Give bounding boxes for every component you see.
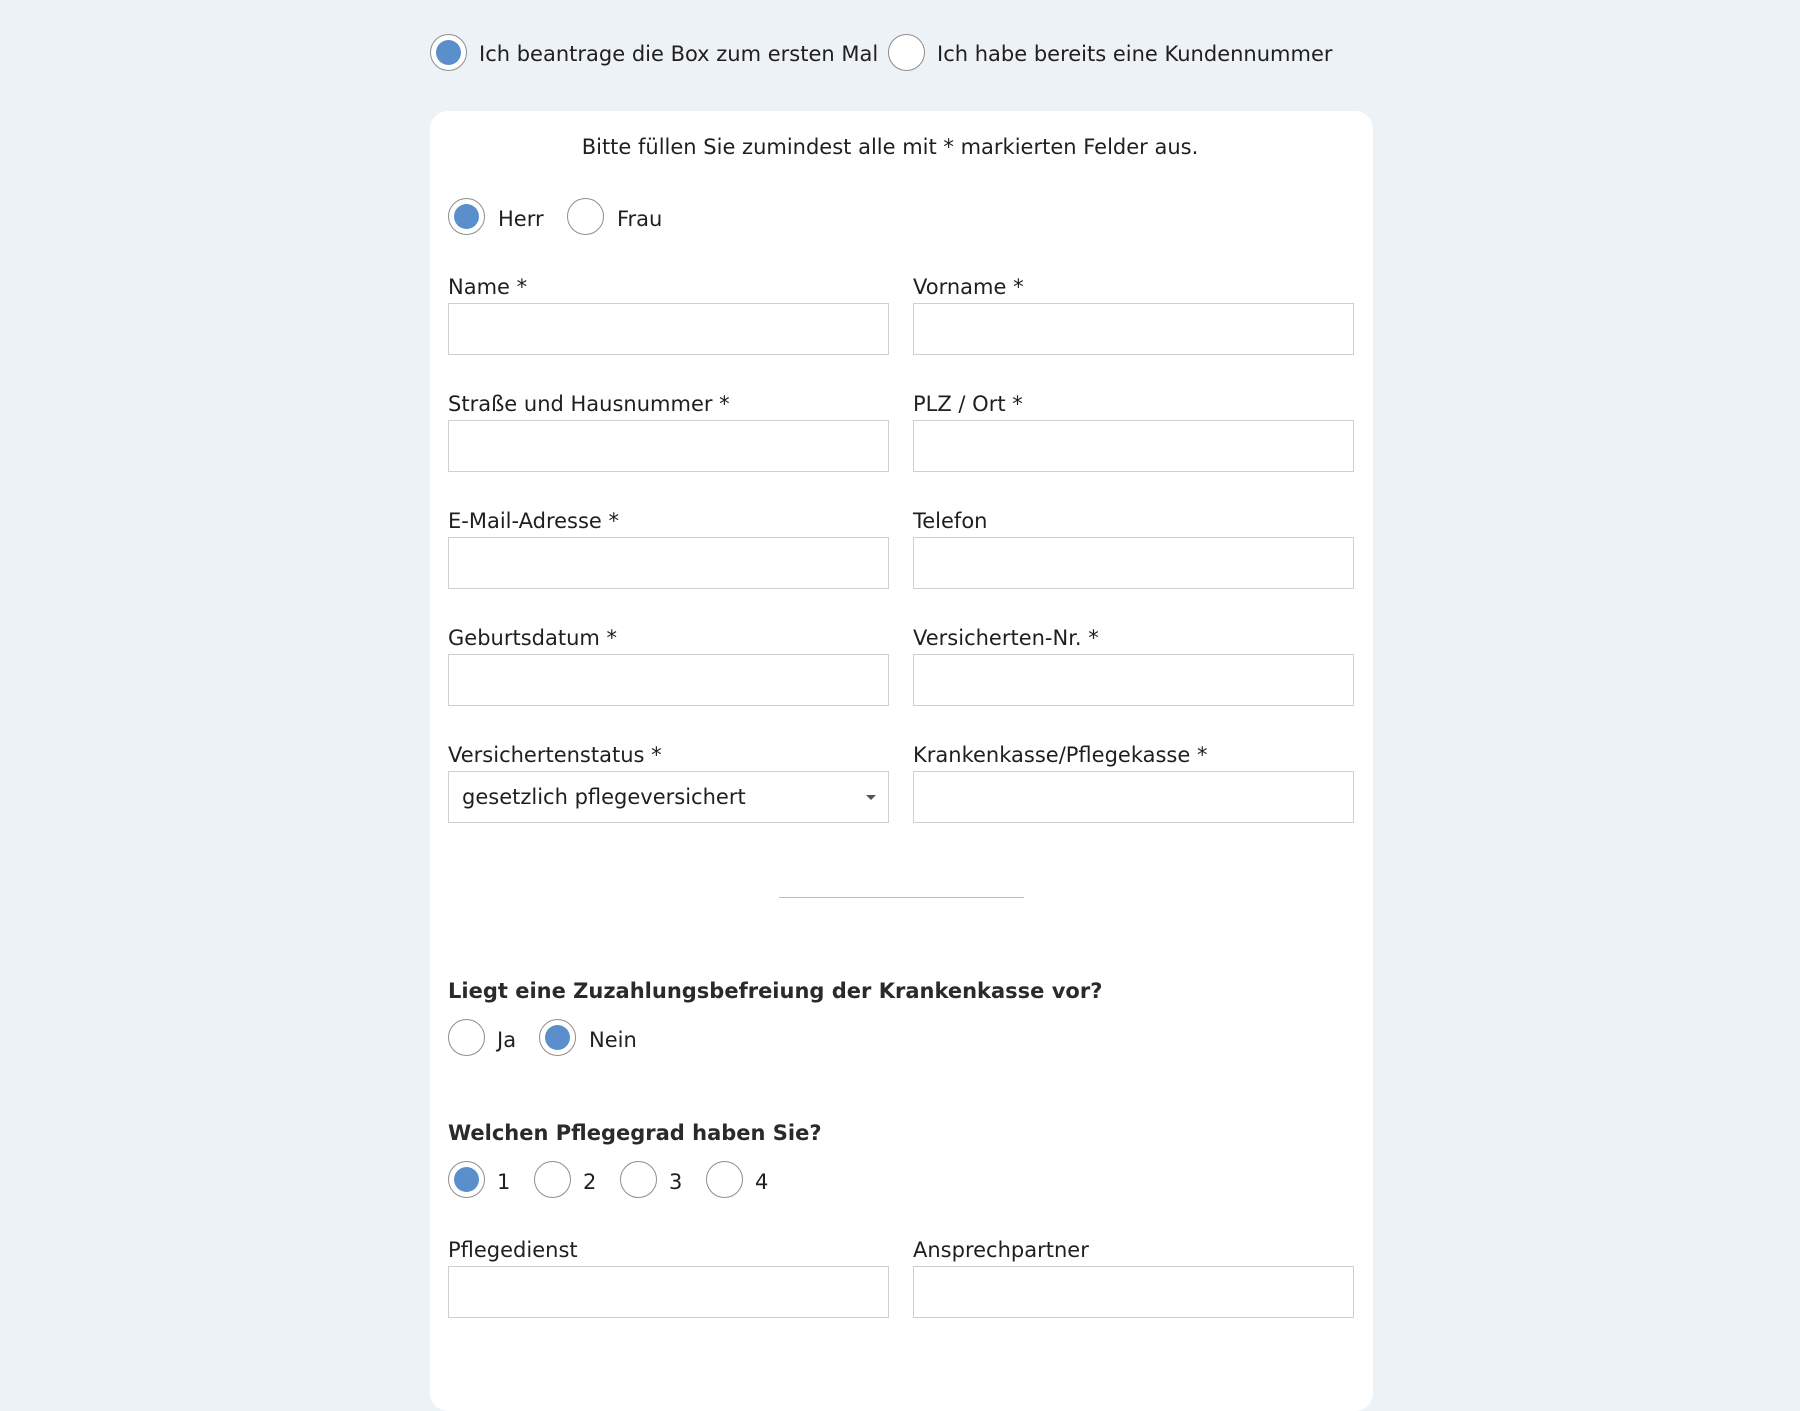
pflegedienst-label: Pflegedienst [448,1238,578,1262]
telefon-input[interactable] [913,537,1354,589]
ansprechpartner-input[interactable] [913,1266,1354,1318]
pflegegrad-2-label[interactable]: 2 [583,1170,597,1194]
zuzahlung-ja-label[interactable]: Ja [497,1028,517,1052]
pflegegrad-3-radio[interactable] [620,1161,657,1198]
plz-ort-input[interactable] [913,420,1354,472]
name-label: Name * [448,275,528,299]
versichertenstatus-label: Versichertenstatus * [448,743,662,767]
pflegegrad-4-radio[interactable] [706,1161,743,1198]
krankenkasse-input[interactable] [913,771,1354,823]
pflegegrad-question: Welchen Pflegegrad haben Sie? [448,1121,822,1145]
email-label: E-Mail-Adresse * [448,509,620,533]
pflegedienst-input[interactable] [448,1266,889,1318]
pflegegrad-1-label[interactable]: 1 [497,1170,511,1194]
ansprechpartner-label: Ansprechpartner [913,1238,1089,1262]
strasse-input[interactable] [448,420,889,472]
geburtsdatum-label: Geburtsdatum * [448,626,618,650]
first-time-radio[interactable] [430,34,467,71]
zuzahlung-nein-radio[interactable] [539,1019,576,1056]
strasse-label: Straße und Hausnummer * [448,392,730,416]
zuzahlung-question: Liegt eine Zuzahlungsbefreiung der Krankenkasse vor? [448,979,1103,1003]
chevron-down-icon [866,795,876,800]
plz-ort-label: PLZ / Ort * [913,392,1023,416]
zuzahlung-nein-label[interactable]: Nein [589,1028,637,1052]
existing-customer-label[interactable]: Ich habe bereits eine Kundennummer [937,42,1333,66]
required-fields-notice: Bitte füllen Sie zumindest alle mit * markierten Felder aus. [581,135,1199,159]
vorname-input[interactable] [913,303,1354,355]
email-input[interactable] [448,537,889,589]
name-input[interactable] [448,303,889,355]
herr-radio[interactable] [448,198,485,235]
frau-label[interactable]: Frau [617,207,663,231]
versichertenstatus-value: gesetzlich pflegeversichert [462,785,746,809]
telefon-label: Telefon [913,509,988,533]
krankenkasse-label: Krankenkasse/Pflegekasse * [913,743,1208,767]
existing-customer-radio[interactable] [888,34,925,71]
first-time-label[interactable]: Ich beantrage die Box zum ersten Mal [479,42,879,66]
herr-label[interactable]: Herr [498,207,544,231]
pflegegrad-4-label[interactable]: 4 [755,1170,769,1194]
zuzahlung-ja-radio[interactable] [448,1019,485,1056]
versicherten-nr-label: Versicherten-Nr. * [913,626,1099,650]
frau-radio[interactable] [567,198,604,235]
versichertenstatus-select[interactable] [448,771,889,823]
pflegegrad-2-radio[interactable] [534,1161,571,1198]
pflegegrad-1-radio[interactable] [448,1161,485,1198]
geburtsdatum-input[interactable] [448,654,889,706]
section-divider [779,897,1024,898]
versicherten-nr-input[interactable] [913,654,1354,706]
pflegegrad-3-label[interactable]: 3 [669,1170,683,1194]
vorname-label: Vorname * [913,275,1024,299]
